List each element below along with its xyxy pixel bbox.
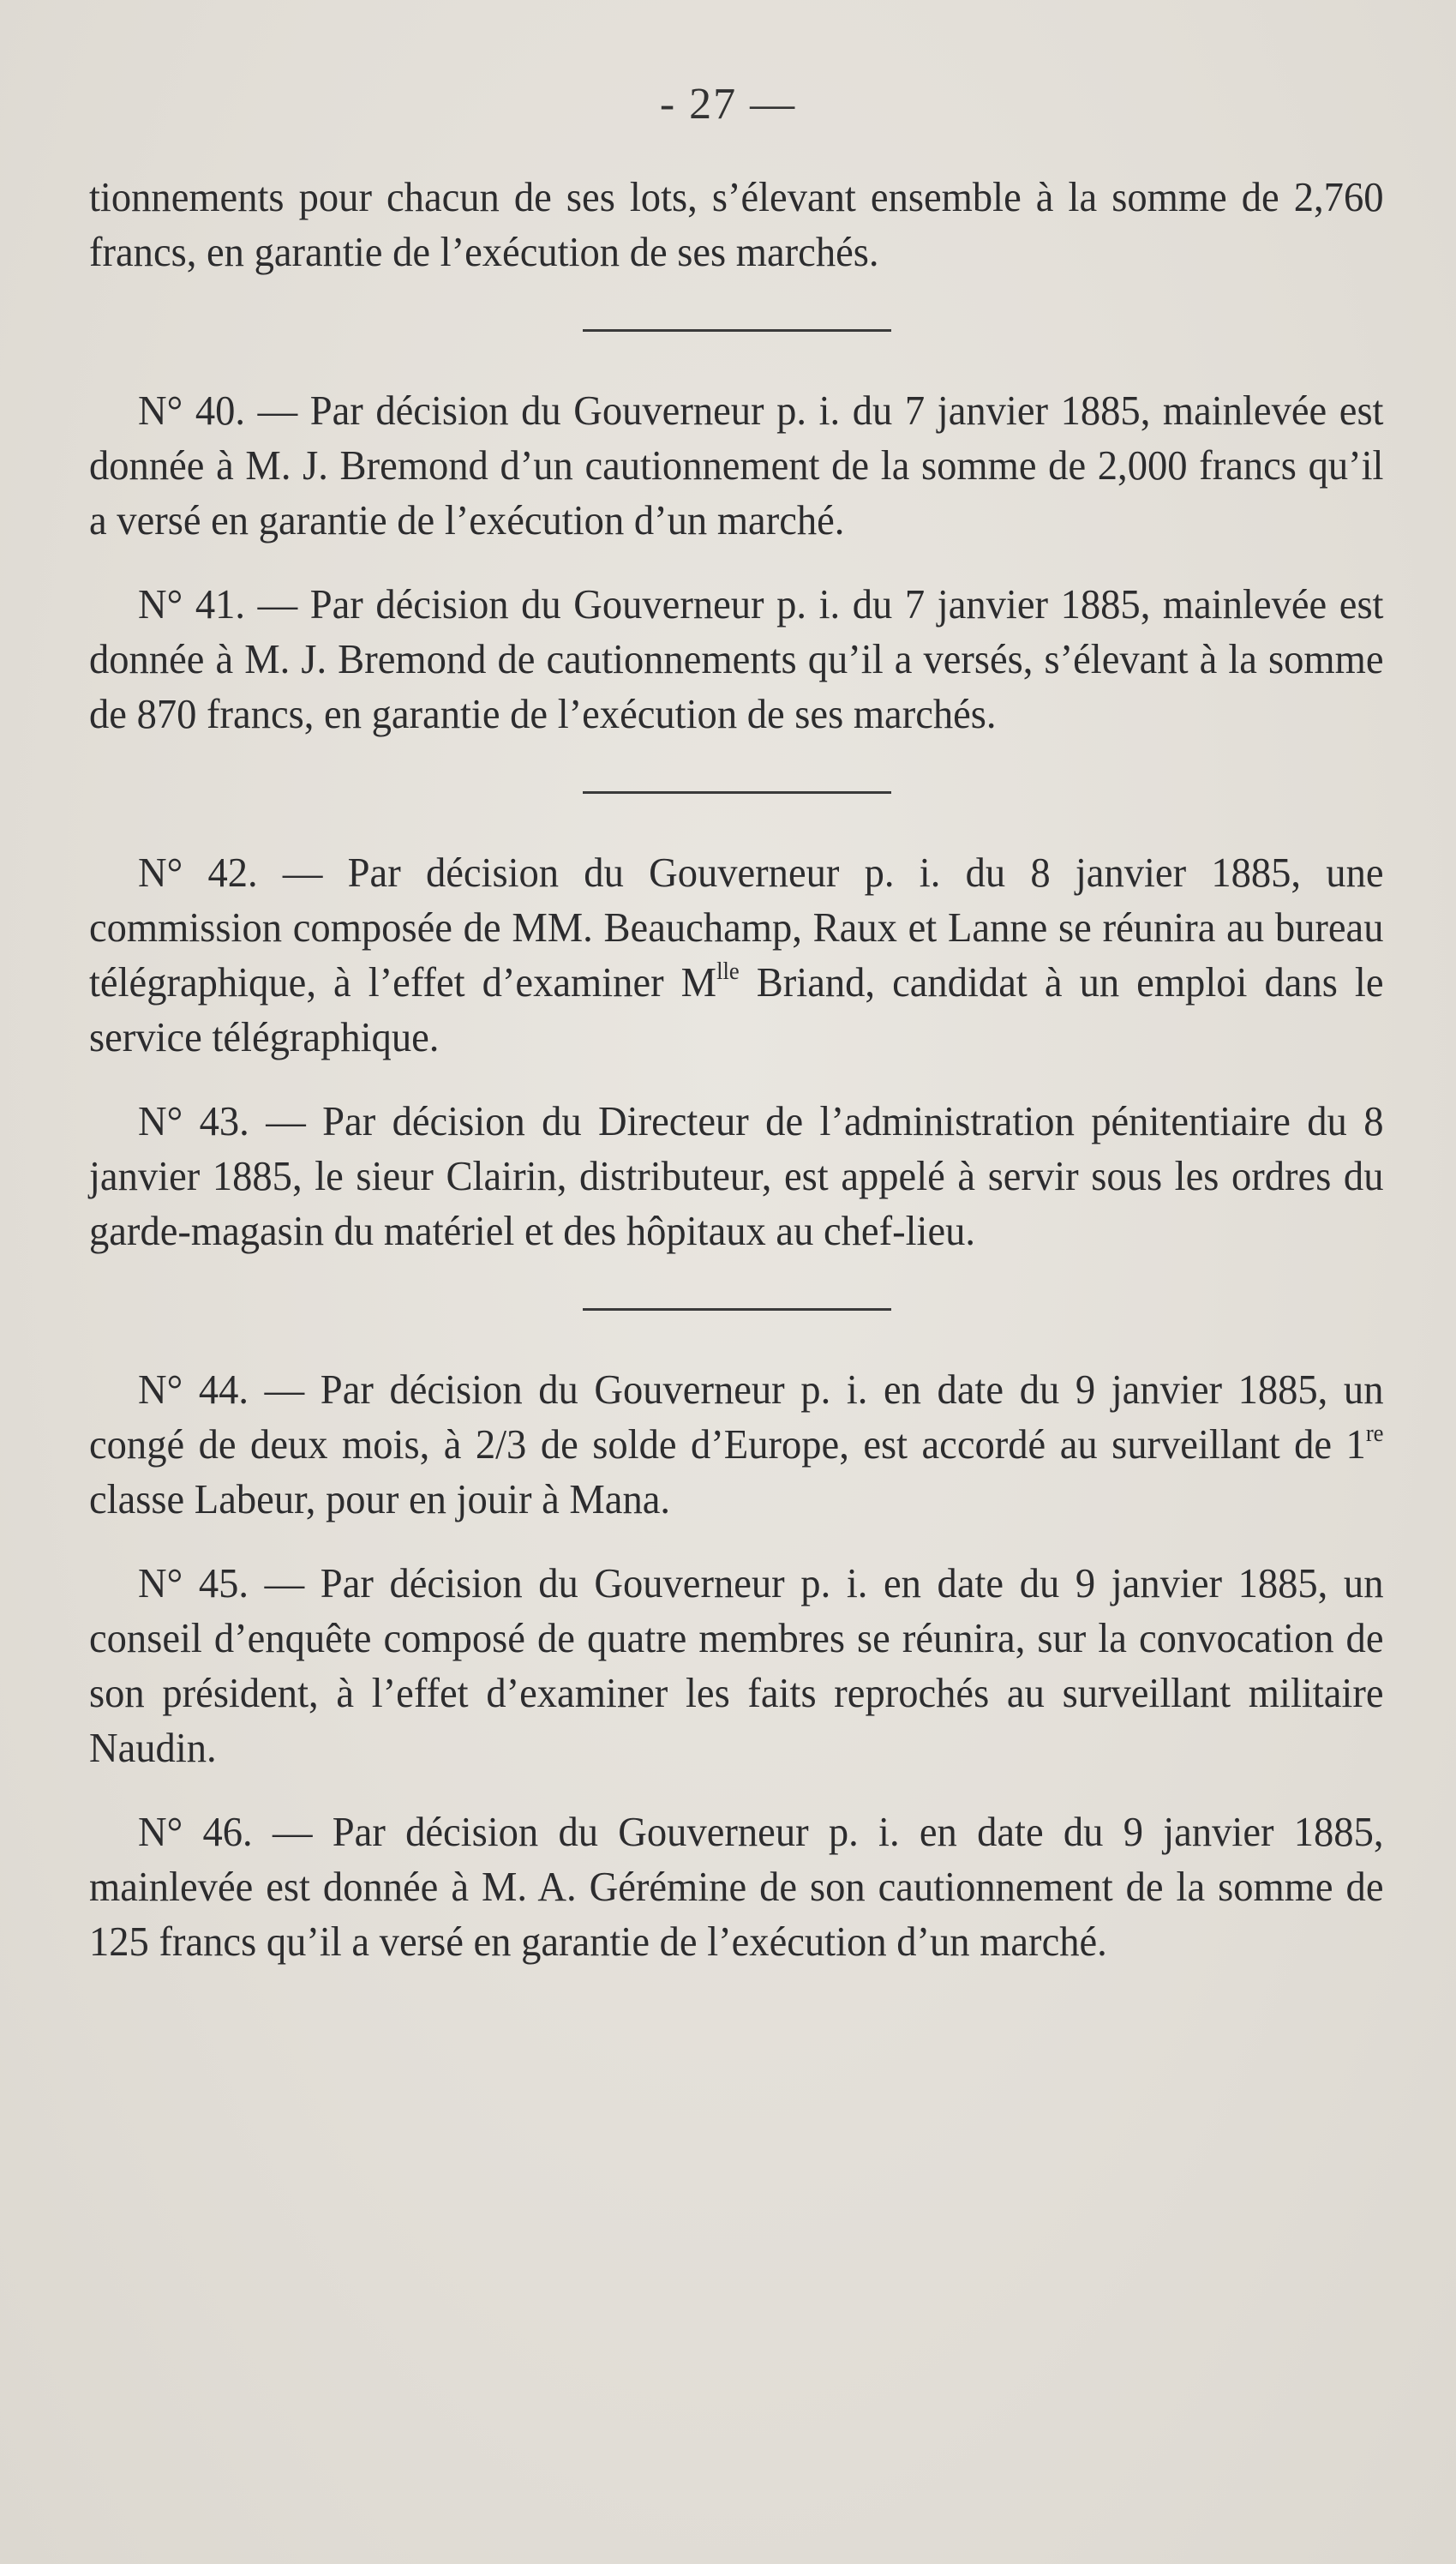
paragraph-text: N° 44. — Par décision du Gouverneur p. i. en date du 9 janvier 1885, un congé de deux mois, à 2/3 de solde d’Europe, est accordé au surveillant de 1 [89, 1366, 1384, 1468]
paragraph-no-45: N° 45. — Par décision du Gouverneur p. i. en date du 9 janvier 1885, un conseil d’enquête composé de quatre membres se réunira, sur la convocation de son président, à l’effet d’examiner les faits reprochés au surveillant militaire Naudin. [89, 1559, 1384, 1771]
paragraph-text: Briand, candidat à un emploi dans le service télégraphique. [89, 958, 1384, 1060]
paragraph-no-42 [89, 845, 1384, 1065]
superscript: re [1365, 1420, 1384, 1447]
paragraph-no-44 [89, 1362, 1384, 1527]
paragraph-no-40: N° 40. — Par décision du Gouverneur p. i. du 7 janvier 1885, mainlevée est donnée à M. J. Bremond d’un cautionnement de la somme de 2,000 francs qu’il a versé en garantie de l’exécution d’un marché. [89, 387, 1384, 543]
paragraph-no-41: N° 41. — Par décision du Gouverneur p. i. du 7 janvier 1885, mainlevée est donnée à M. J. Bremond de cautionnements qu’il a versés, s’élevant à la somme de 870 francs, en garantie de l’exécution de ses marchés. [89, 580, 1384, 737]
paragraph-text: N° 42. — Par décision du Gouverneur p. i. du 8 janvier 1885, une commission composée de MM. Beauchamp, Raux et Lanne se réunira au bureau télégraphique, à l’effet d’examiner M [89, 849, 1384, 1006]
paragraph-text: classe Labeur, pour en jouir à Mana. [89, 1475, 671, 1522]
text-column [89, 170, 1385, 1969]
paragraph-no-46: N° 46. — Par décision du Gouverneur p. i. en date du 9 janvier 1885, mainlevée est donnée à M. A. Gérémine de son cautionnement de la somme de 125 francs qu’il a versé en garantie de l’exécution d’un marché. [89, 1808, 1384, 1965]
superscript: lle [716, 958, 740, 985]
paragraph-no-43: N° 43. — Par décision du Directeur de l’administration pénitentiaire du 8 janvier 1885, le sieur Clairin, distributeur, est appelé à servir sous les ordres du garde-magasin du matériel et des hôpitaux au chef-lieu. [89, 1097, 1384, 1254]
paragraph-continuation: tionnements pour chacun de ses lots, s’élevant ensemble à la somme de 2,760 francs, en garantie de l’exécution de ses marchés. [89, 173, 1384, 275]
page-number: - 27 — [659, 80, 797, 129]
